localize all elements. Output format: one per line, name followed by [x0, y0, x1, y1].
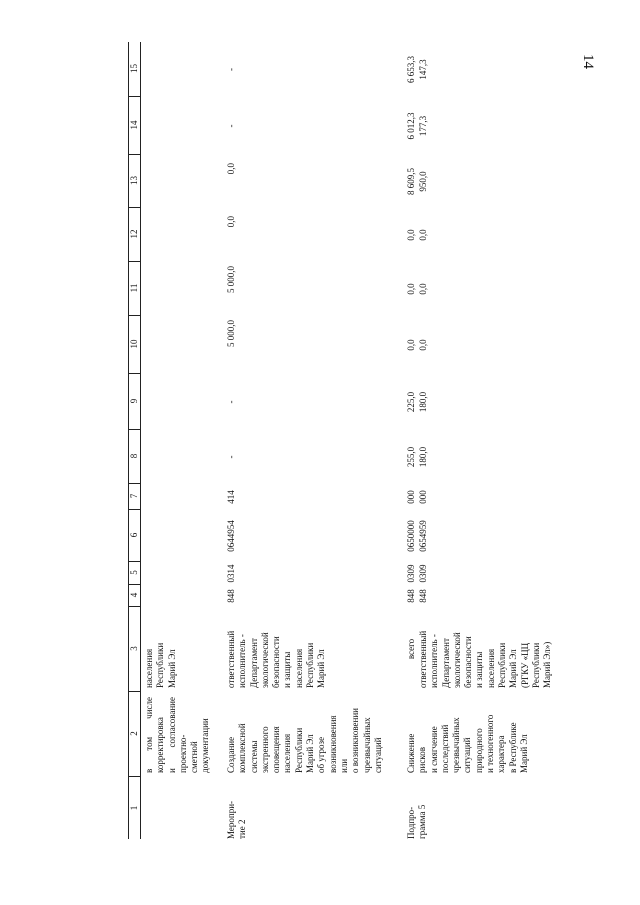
row-1-col10: 5 000,0: [226, 320, 236, 347]
header-col-1: 1: [129, 805, 139, 811]
header-col-10: 10: [129, 315, 140, 374]
row-2a-col13: 8 609,5: [406, 168, 416, 195]
rotated-page: [128, 42, 628, 839]
header-col-12: 12: [129, 207, 140, 262]
row-1-name: Создание комплексной системы экстренного оповещения населения Республики Марий Эл об угрозе возникновения или о возникновении чрезвычайных ситуаций: [226, 708, 383, 773]
row-2-label: Подпро- грамма 5: [406, 804, 428, 839]
row-2a-csr: 0650000: [406, 520, 416, 552]
row-2b-col13: 950,0: [418, 171, 428, 192]
row-2a-col15: 6 653,3: [406, 56, 416, 83]
row-1-col15: -: [226, 68, 236, 71]
row-2-name: Снижение рисков и смягчение последствий чрезвычайных ситуаций природного и техногенного характера в Республике Марий Эл: [406, 714, 529, 773]
row-2a-grbs: 848: [406, 589, 416, 603]
row-1-col13: 0,0: [226, 163, 236, 175]
header-col-7: 7: [129, 483, 140, 510]
row-1-vr: 414: [226, 490, 236, 504]
row-2a-col9: 225,0: [406, 391, 416, 413]
header-col-8: 8: [129, 429, 140, 484]
row-2b-col14: 177,3: [418, 115, 428, 137]
header-col-4: 4: [129, 584, 140, 607]
row-1-col12: 0,0: [226, 216, 236, 228]
row-2b-col9: 180,0: [418, 391, 428, 413]
row-2a-responsible: всего: [406, 638, 416, 660]
row-1-csr: 0644954: [226, 520, 236, 552]
row-1-col8: -: [226, 455, 236, 459]
page-number: 14: [580, 54, 596, 69]
header-col-13: 13: [129, 154, 140, 208]
row-2b-col8: 180,0: [418, 446, 428, 468]
row-2b-col10: 0,0: [418, 339, 428, 351]
row-2a-col14: 6 012,3: [406, 112, 416, 140]
row-1-responsible: ответственный исполнитель - Департамент экологической безопасности и защиты населения Республики Марий Эл: [226, 630, 327, 688]
row-1-col11: 5 000,0: [226, 266, 236, 293]
header-col-5: 5: [129, 561, 140, 585]
row-2b-col15: 147,3: [418, 59, 428, 80]
row-2a-rzpr: 0309: [406, 564, 416, 583]
row-0-name: в том числе корректировка и согласование проектно- сметной документации: [144, 697, 211, 773]
row-1-col9: -: [226, 400, 236, 404]
budget-table: [128, 42, 628, 839]
row-2b-col12: 0,0: [418, 229, 428, 241]
header-col-15: 15: [129, 41, 140, 97]
row-2a-col12: 0,0: [406, 229, 416, 241]
header-col-2: 2: [129, 691, 140, 777]
row-2a-vr: 000: [406, 490, 416, 504]
row-2a-col8: 255,0: [406, 446, 416, 468]
row-2b-responsible: ответственный исполнитель - Департамент экологической безопасности и защиты населения Республики Марий Эл (РГКУ «ЦЦ Республики Марий Эл»): [418, 630, 553, 688]
row-2b-vr: 000: [418, 490, 428, 504]
row-1-grbs: 848: [226, 589, 236, 603]
header-col-9: 9: [129, 373, 140, 430]
row-2a-col11: 0,0: [406, 283, 416, 295]
row-2b-csr: 0654959: [418, 520, 428, 552]
row-1-col14: -: [226, 124, 236, 128]
row-1-rzpr: 0314: [226, 564, 236, 583]
row-0-responsible: населения Республики Марий Эл: [144, 642, 177, 688]
row-2b-col11: 0,0: [418, 283, 428, 295]
header-col-6: 6: [129, 509, 140, 562]
row-2b-grbs: 848: [418, 589, 428, 603]
row-2b-rzpr: 0309: [418, 564, 428, 583]
row-1-label: Меропри- тие 2: [226, 800, 248, 839]
table-header-row: [128, 42, 141, 839]
row-2a-col10: 0,0: [406, 339, 416, 351]
header-col-3: 3: [129, 606, 140, 692]
header-col-14: 14: [129, 96, 140, 155]
header-col-11: 11: [129, 261, 140, 316]
